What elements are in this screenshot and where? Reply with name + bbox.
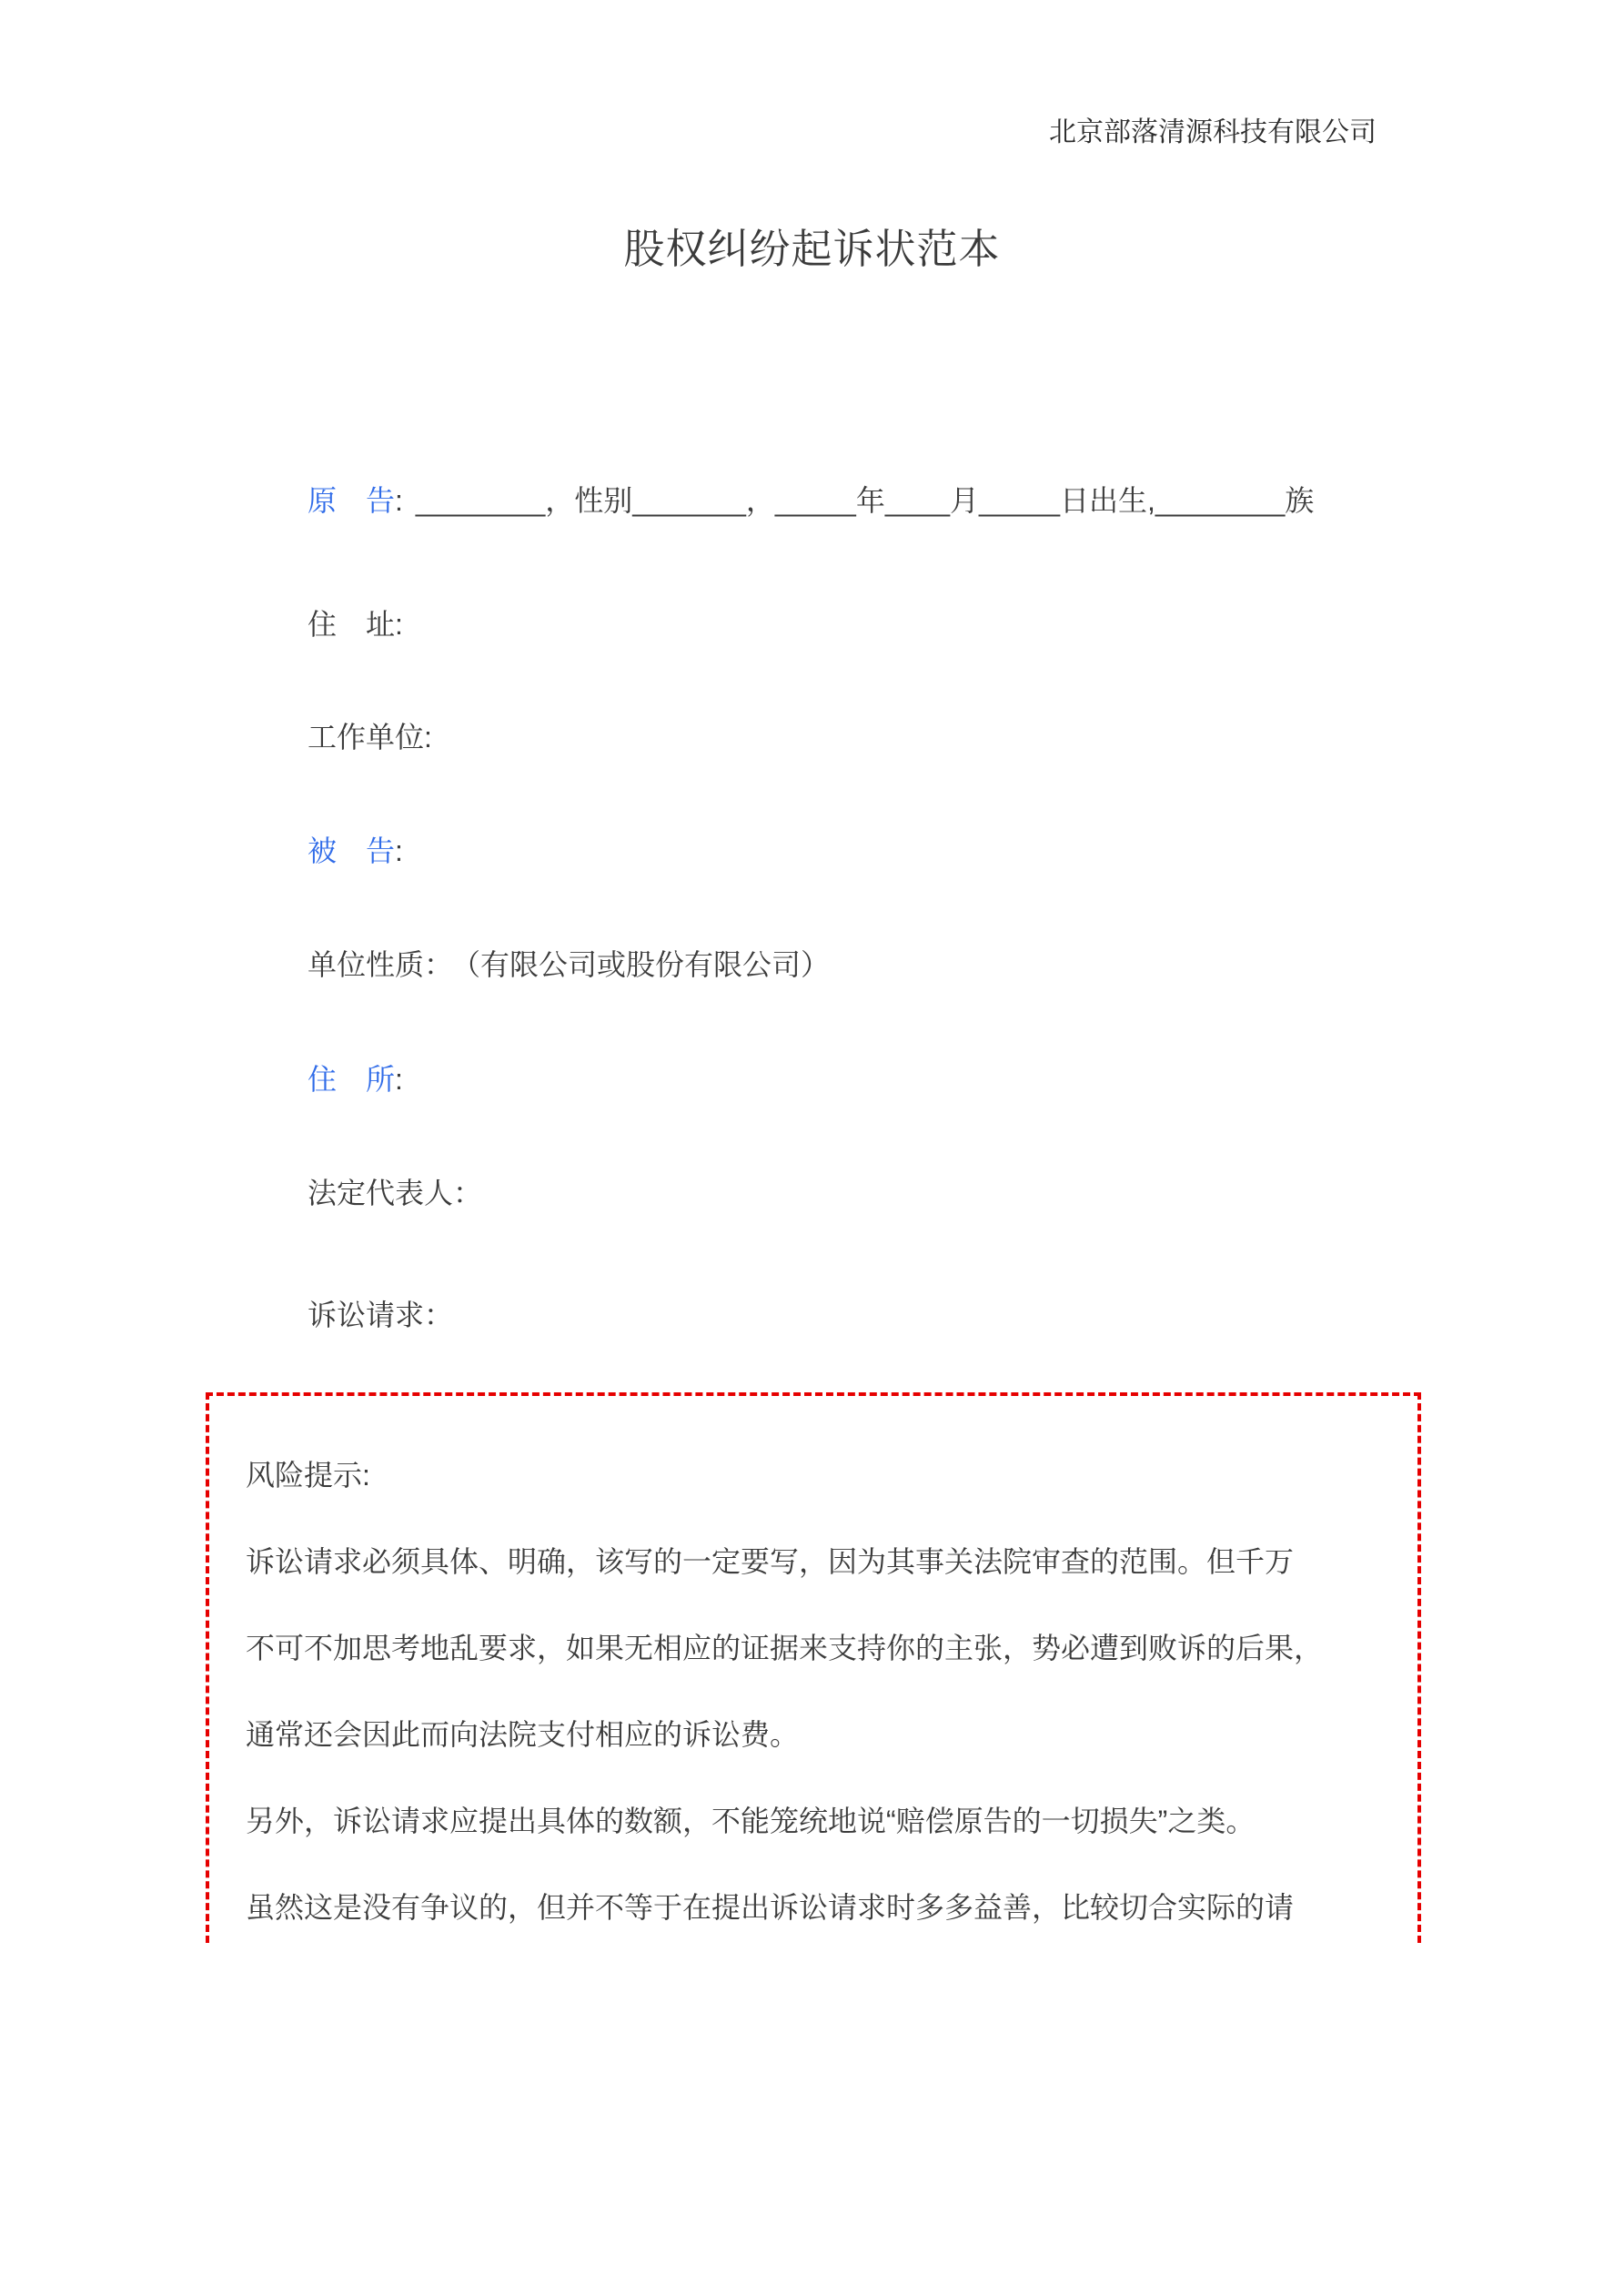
field-unit-nature (308, 946, 830, 983)
field-plaintiff-blanks: ________，性别_______，_____年____月_____日出生,________族 (415, 484, 1315, 517)
field-claims-colon: ： (424, 1299, 454, 1331)
field-legal-representative-label: 法定代表人 (308, 1177, 454, 1209)
company-name-header: 北京部落清源科技有限公司 (1049, 117, 1377, 147)
field-unit-nature-colon: ： (424, 948, 454, 981)
risk-warning-line: 另外，诉讼请求应提出具体的数额，不能笼统地说“赔偿原告的一切损失”之类。 (246, 1805, 1256, 1837)
risk-warning-heading: 风险提示: (246, 1459, 370, 1492)
risk-warning-line: 通常还会因此而向法院支付相应的诉讼费。 (246, 1718, 800, 1751)
field-plaintiff (308, 482, 1314, 519)
field-legal-representative (308, 1175, 482, 1211)
field-claims (308, 1297, 453, 1333)
field-plaintiff-label: 原 告 (308, 484, 396, 517)
risk-warning-line: 虽然这是没有争议的，但并不等于在提出诉讼请求时多多益善，比较切合实际的请 (246, 1891, 1295, 1924)
risk-warning-line: 诉讼请求必须具体、明确，该写的一定要写，因为其事关法院审查的范围。但千万 (246, 1545, 1295, 1578)
field-claims-label: 诉讼请求 (308, 1299, 425, 1331)
field-residence-label: 住 所 (308, 1063, 396, 1096)
field-residence (308, 1061, 403, 1097)
field-work-unit (308, 719, 432, 755)
field-residence-colon: : (395, 1063, 403, 1096)
field-legal-representative-colon: ： (453, 1177, 483, 1209)
field-work-unit-label: 工作单位 (308, 721, 425, 754)
field-address-colon: : (395, 608, 403, 641)
document-title: 股权纠纷起诉状范本 (623, 226, 1001, 272)
field-plaintiff-colon: : (395, 484, 403, 517)
field-defendant-colon: : (395, 834, 403, 867)
field-work-unit-colon: : (424, 721, 432, 754)
field-address-label: 住 址 (308, 608, 396, 641)
field-unit-nature-label: 单位性质 (308, 948, 425, 981)
field-defendant (308, 833, 403, 869)
field-address (308, 606, 403, 642)
risk-warning-line: 不可不加思考地乱要求，如果无相应的证据来支持你的主张，势必遭到败诉的后果， (246, 1632, 1324, 1664)
field-unit-nature-hint: （有限公司或股份有限公司） (466, 948, 831, 981)
field-defendant-label: 被 告 (308, 834, 396, 867)
risk-warning-box (206, 1392, 1421, 1943)
